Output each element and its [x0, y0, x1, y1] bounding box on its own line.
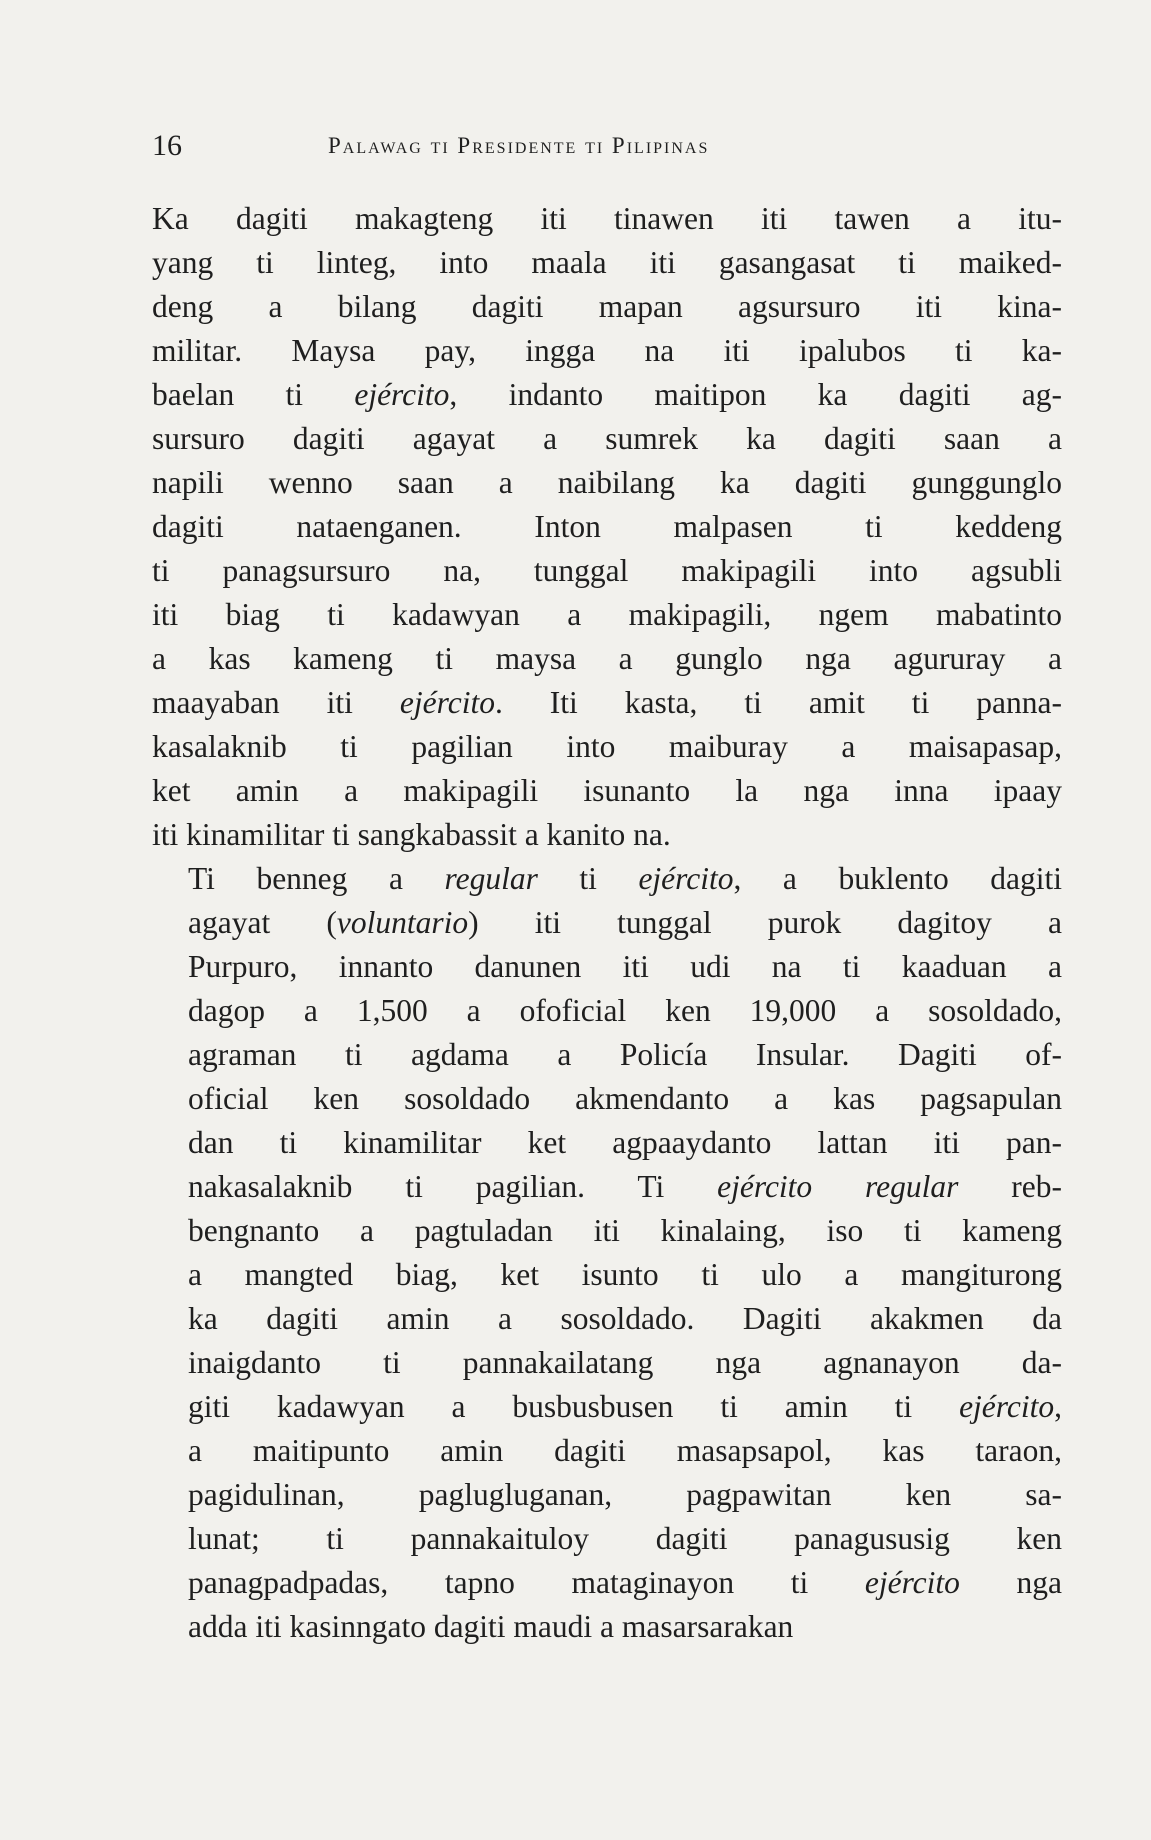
text-line: iti kinamilitar ti sangkabassit a kanito na. — [152, 817, 671, 852]
text-line: a maitipunto amin dagiti masapsapol, kas taraon, — [188, 1433, 1062, 1468]
text-segment: maayaban iti — [152, 685, 400, 720]
italic-term: ejército — [959, 1389, 1055, 1424]
text-line: adda iti kasinngato dagiti maudi a masarsarakan — [188, 1609, 794, 1644]
text-segment: . Iti kasta, ti amit ti panna- — [494, 685, 1062, 720]
text-line: Ka dagiti makagteng iti tinawen iti tawen a itu- — [152, 201, 1062, 236]
text-line: deng a bilang dagiti mapan agsursuro iti kina- — [152, 289, 1062, 324]
text-line: lunat; ti pannakaituloy dagiti panagususig ken — [188, 1521, 1062, 1556]
text-line: ka dagiti amin a sosoldado. Dagiti akakmen da — [188, 1301, 1062, 1336]
text-line: sursuro dagiti agayat a sumrek ka dagiti saan a — [152, 421, 1062, 456]
text-line: yang ti linteg, into maala iti gasangasat ti maiked- — [152, 245, 1062, 280]
italic-term: ejército — [399, 685, 495, 720]
text-line: agraman ti agdama a Policía Insular. Dagiti of- — [188, 1037, 1062, 1072]
text-segment: nakasalaknib ti pagilian. Ti — [188, 1169, 718, 1204]
text-line — [152, 901, 1062, 945]
italic-term: ejército — [864, 1565, 960, 1600]
text-line: a mangted biag, ket isunto ti ulo a mangiturong — [188, 1257, 1062, 1292]
paragraph-1 — [152, 197, 1062, 857]
text-segment: reb- — [958, 1169, 1062, 1204]
text-segment: , indanto maitipon ka dagiti ag- — [449, 377, 1063, 412]
text-line: bengnanto a pagtuladan iti kinalaing, iso ti kameng — [188, 1213, 1062, 1248]
text-line — [152, 1385, 1062, 1429]
text-line: napili wenno saan a naibilang ka dagiti gunggunglo — [152, 465, 1062, 500]
text-line: ti panagsursuro na, tunggal makipagili into agsubli — [152, 553, 1062, 588]
text-line: militar. Maysa pay, ingga na iti ipalubos ti ka- — [152, 333, 1062, 368]
text-segment: , — [1054, 1389, 1062, 1424]
text-segment: baelan ti — [152, 377, 355, 412]
text-line: ket amin a makipagili isunanto la nga inna ipaay — [152, 773, 1062, 808]
text-line: oficial ken sosoldado akmendanto a kas pagsapulan — [188, 1081, 1062, 1116]
text-line: Purpuro, innanto danunen iti udi na ti kaaduan a — [188, 949, 1062, 984]
paragraph-2 — [152, 857, 1062, 1649]
text-segment: Ti benneg a — [188, 861, 445, 896]
text-line: dan ti kinamilitar ket agpaaydanto lattan iti pan- — [188, 1125, 1062, 1160]
running-head: Palawag ti Presidente ti Pilipinas — [328, 133, 710, 158]
text-segment: agayat ( — [188, 905, 337, 940]
text-line: iti biag ti kadawyan a makipagili, ngem mabatinto — [152, 597, 1062, 632]
page-number: 16 — [152, 129, 182, 162]
text-line: kasalaknib ti pagilian into maiburay a maisapasap, — [152, 729, 1062, 764]
text-line: inaigdanto ti pannakailatang nga agnanayon da- — [188, 1345, 1062, 1380]
text-segment: ) iti tunggal purok dagitoy a — [468, 905, 1063, 940]
text-segment: ti — [537, 861, 639, 896]
text-line — [152, 857, 1062, 901]
italic-term: voluntario — [336, 905, 469, 940]
italic-term: ejército — [354, 377, 450, 412]
italic-term: ejército — [638, 861, 734, 896]
text-line — [152, 1561, 1062, 1605]
body-text — [152, 197, 1062, 1649]
text-line — [152, 1165, 1062, 1209]
text-line: dagiti nataenganen. Inton malpasen ti keddeng — [152, 509, 1062, 544]
text-segment: nga — [959, 1565, 1062, 1600]
italic-term: regular — [444, 861, 538, 896]
italic-term: ejército regular — [717, 1169, 959, 1204]
page-header — [152, 126, 1064, 166]
text-line: a kas kameng ti maysa a gunglo nga agururay a — [152, 641, 1062, 676]
text-line: dagop a 1,500 a ofoficial ken 19,000 a sosoldado, — [188, 993, 1062, 1028]
text-segment: giti kadawyan a busbusbusen ti amin ti — [188, 1389, 960, 1424]
text-line — [152, 681, 1062, 725]
text-line — [152, 373, 1062, 417]
text-segment: , a buklento dagiti — [733, 861, 1062, 896]
text-segment: panagpadpadas, tapno mataginayon ti — [188, 1565, 865, 1600]
text-line: pagidulinan, paglugluganan, pagpawitan ken sa- — [188, 1477, 1062, 1512]
